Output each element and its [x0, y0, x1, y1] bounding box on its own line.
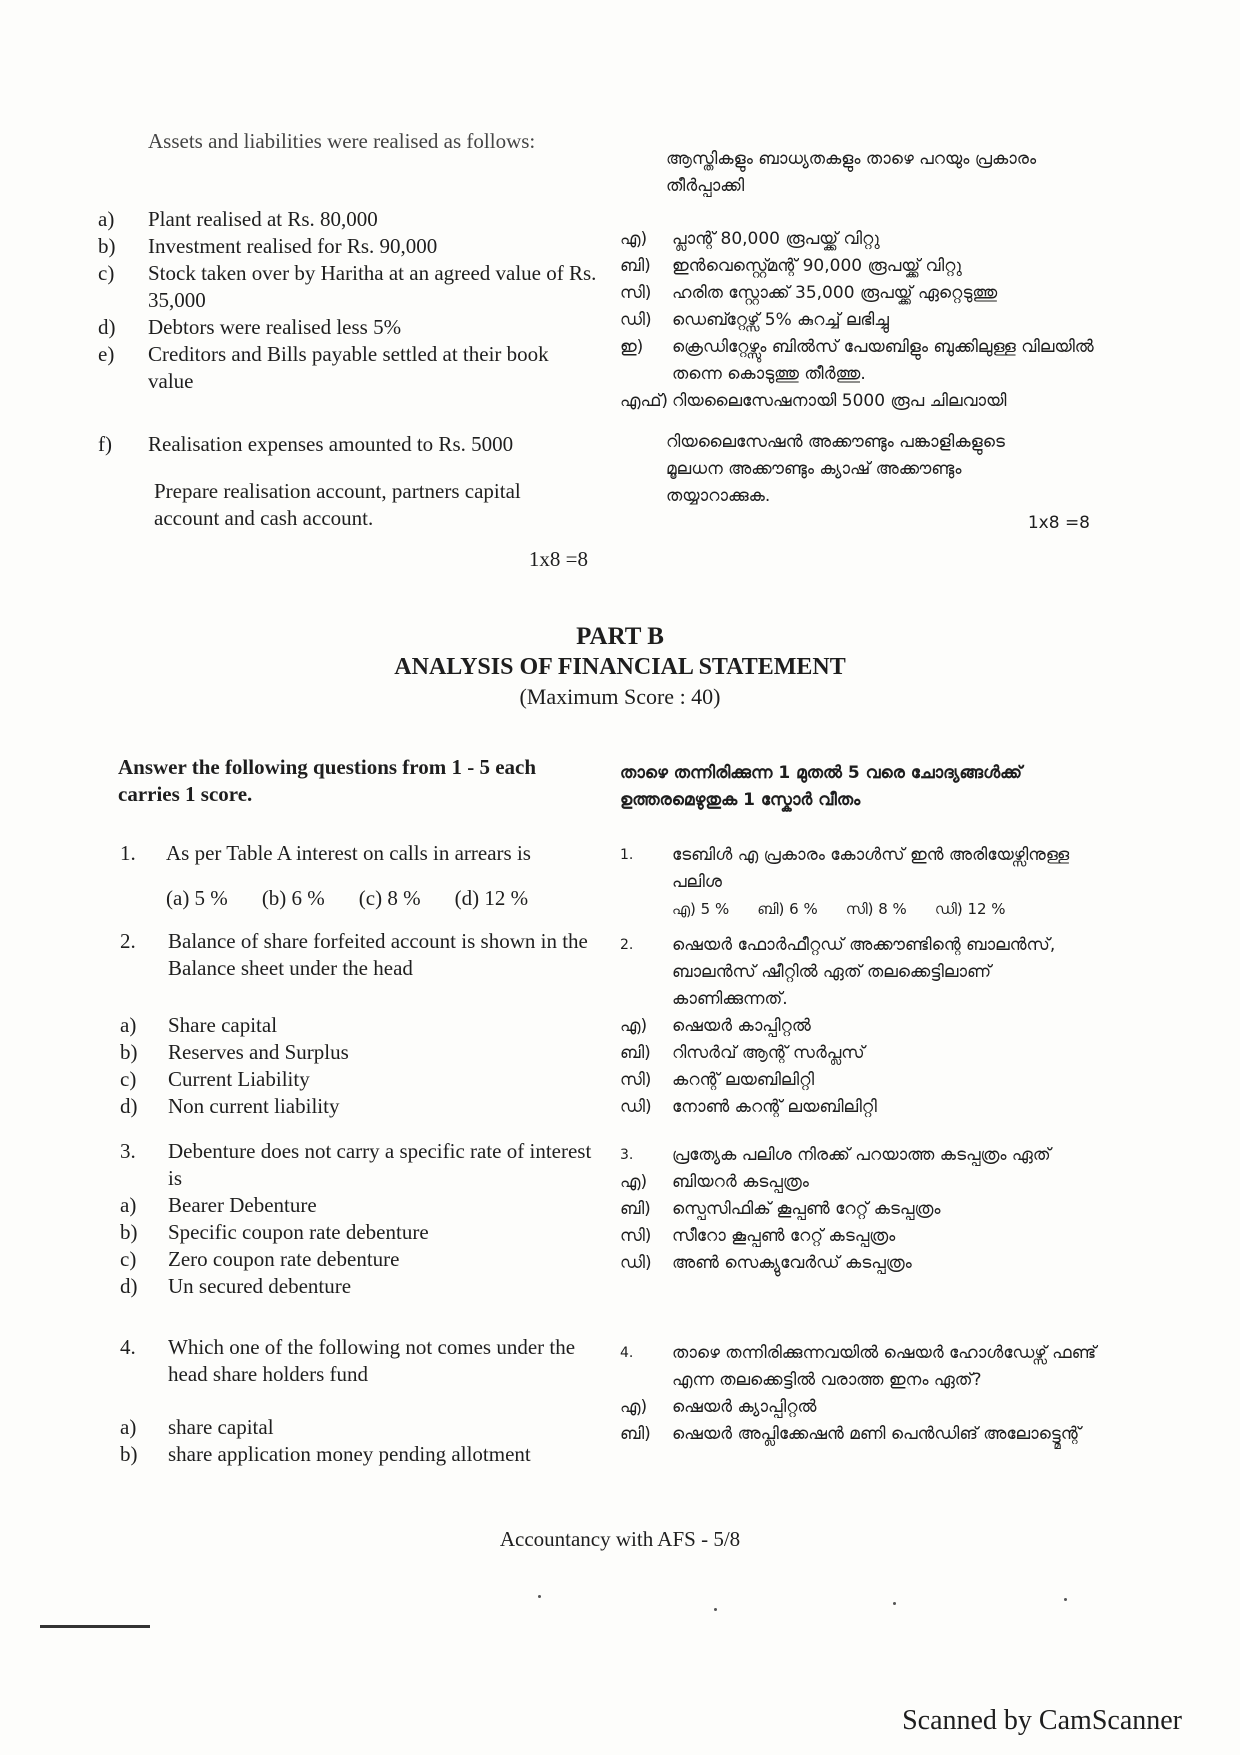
question-number: 1. — [620, 847, 634, 863]
question-stem — [120, 1138, 600, 1192]
part-subtitle: ANALYSIS OF FINANCIAL STATEMENT — [394, 654, 846, 680]
score-label-ml: 1x8 =8 — [1027, 513, 1090, 533]
list-item — [98, 431, 598, 458]
item-text: ഇൻവെസ്റ്റ്മെന്റ് 90,000 രൂപയ്ക്ക് വിറ്റു — [672, 256, 962, 276]
list-item — [620, 1196, 1100, 1223]
item-label: d) — [98, 315, 116, 339]
item-label: f) — [98, 432, 112, 456]
list-item — [620, 1169, 1100, 1196]
option-text: Reserves and Surplus — [168, 1040, 349, 1064]
list-item — [620, 334, 1100, 388]
question-number: 4. — [120, 1335, 136, 1359]
option-label: c) — [120, 1247, 137, 1271]
question-number: 4. — [620, 1345, 634, 1361]
instruction-text-ml: റിയലൈസേഷൻ അക്കൗണ്ടും പങ്കാളികളുടെ മൂലധന അക്കൗണ്ടും ക്യാഷ് അക്കൗണ്ടും തയ്യാറാക്കുക. — [666, 432, 1005, 506]
list-item — [620, 307, 1100, 334]
item-text: റിയലൈസേഷനായി 5000 രൂപ ചിലവായി — [672, 391, 1007, 411]
list-item — [620, 253, 1100, 280]
item-text: ഡെബ്റ്റേഴ്സ് 5% കുറച്ച് ലഭിച്ചു — [672, 310, 889, 330]
list-item — [98, 233, 598, 260]
option-b: ബി) 6 % — [757, 900, 818, 918]
list-item — [620, 1223, 1100, 1250]
list-item — [120, 1066, 600, 1093]
option-label: a) — [120, 1193, 137, 1217]
options-list — [120, 1012, 600, 1120]
top-section-english — [98, 128, 598, 155]
options-list — [620, 1013, 1100, 1121]
option-label: b) — [120, 1040, 138, 1064]
list-item — [120, 1192, 600, 1219]
question-1-english — [120, 840, 600, 912]
list-item — [620, 1040, 1100, 1067]
option-label: സി) — [620, 1070, 652, 1090]
question-text: ടേബിൾ എ പ്രകാരം കോൾസ് ഇൻ അരിയേഴ്സിനുള്ള പലിശ — [672, 845, 1070, 892]
option-text: സീറോ കൂപ്പൺ റേറ്റ് കടപ്പത്രം — [672, 1226, 896, 1246]
item-label: ഡി) — [620, 310, 652, 330]
question-number: 2. — [120, 929, 136, 953]
top-section-malayalam — [620, 146, 1100, 200]
list-item — [120, 1441, 600, 1468]
question-number: 1. — [120, 841, 136, 865]
option-text: സ്പെസിഫിക് കൂപ്പൺ റേറ്റ് കടപ്പത്രം — [672, 1199, 941, 1219]
option-d: ഡി) 12 % — [934, 900, 1006, 918]
question-number: 3. — [620, 1147, 634, 1163]
question-number: 3. — [120, 1139, 136, 1163]
option-label: എ) — [620, 1397, 648, 1417]
page-footer: Accountancy with AFS - 5/8 — [499, 1527, 741, 1551]
list-item — [620, 226, 1100, 253]
part-b-header — [0, 622, 1240, 712]
option-text: Un secured debenture — [168, 1274, 352, 1298]
score-label: 1x8 =8 — [528, 547, 588, 571]
question-text: As per Table A interest on calls in arrears is — [166, 841, 531, 865]
option-label: c) — [120, 1067, 137, 1091]
list-item — [620, 1094, 1100, 1121]
options-list — [120, 1192, 600, 1300]
list-item — [620, 1250, 1100, 1277]
option-c: (c) 8 % — [358, 886, 421, 910]
option-label: a) — [120, 1415, 137, 1439]
item-text: Debtors were realised less 5% — [148, 315, 402, 339]
list-item — [620, 1013, 1100, 1040]
question-number: 2. — [620, 937, 634, 953]
options-list — [120, 1414, 600, 1468]
part-title: PART B — [576, 623, 664, 650]
question-2-malayalam — [620, 932, 1100, 1121]
list-item — [620, 1421, 1100, 1448]
item-text: ക്രെഡിറ്റേഴ്സും ബിൽസ് പേയബിളും ബുക്കിലുള്ള വിലയിൽ തന്നെ കൊടുത്തു തീർത്തു. — [672, 337, 1094, 384]
option-label: സി) — [620, 1226, 652, 1246]
item-label: ബി) — [620, 256, 651, 276]
option-label: a) — [120, 1013, 137, 1037]
option-text: Current Liability — [168, 1067, 310, 1091]
options-row — [120, 885, 600, 912]
scan-edge-line — [40, 1625, 150, 1628]
option-a: (a) 5 % — [166, 886, 228, 910]
item-text: പ്ലാന്റ് 80,000 രൂപയ്ക്ക് വിറ്റു — [672, 229, 880, 249]
intro-text: Assets and liabilities were realised as follows: — [148, 129, 536, 153]
option-text: share capital — [168, 1415, 274, 1439]
question-2-english — [120, 928, 600, 1120]
option-d: (d) 12 % — [454, 886, 529, 910]
question-3-malayalam — [620, 1142, 1100, 1277]
item-label: a) — [98, 207, 115, 231]
question-3-english — [120, 1138, 600, 1300]
list-item — [120, 1273, 600, 1300]
realisation-items-english — [98, 206, 598, 573]
option-text: കറന്റ് ലയബിലിറ്റി — [672, 1070, 815, 1090]
question-4-english — [120, 1334, 600, 1468]
option-text: Share capital — [168, 1013, 278, 1037]
item-text: ഹരിത സ്റ്റോക്ക് 35,000 രൂപയ്ക്ക് ഏറ്റെടുത്തു — [672, 283, 998, 303]
list-item — [120, 1039, 600, 1066]
list-item — [98, 314, 598, 341]
option-label: ബി) — [620, 1424, 651, 1444]
list-item — [120, 1219, 600, 1246]
option-label: എ) — [620, 1172, 648, 1192]
option-a: എ) 5 % — [672, 900, 730, 918]
item-label: എഫ്) — [620, 391, 669, 411]
options-list — [620, 1394, 1100, 1448]
realisation-items-malayalam — [620, 226, 1100, 537]
option-text: Bearer Debenture — [168, 1193, 317, 1217]
list-item — [620, 388, 1100, 415]
option-text: Zero coupon rate debenture — [168, 1247, 400, 1271]
option-text: ഷെയർ ക്യാപ്പിറ്റൽ — [672, 1397, 817, 1417]
option-label: b) — [120, 1220, 138, 1244]
option-text: റിസർവ് ആന്റ് സർപ്ലസ് — [672, 1043, 865, 1063]
list-item — [98, 260, 598, 314]
options-list — [620, 1169, 1100, 1277]
list-item — [620, 280, 1100, 307]
list-item — [120, 1093, 600, 1120]
item-text: Realisation expenses amounted to Rs. 5000 — [148, 432, 514, 456]
option-label: ഡി) — [620, 1097, 652, 1117]
scan-speck — [714, 1608, 717, 1611]
list-item — [620, 1394, 1100, 1421]
list-item — [98, 206, 598, 233]
item-label: ഇ) — [620, 337, 644, 357]
list-item — [120, 1246, 600, 1273]
max-score: (Maximum Score : 40) — [519, 684, 721, 709]
instruction-english: Answer the following questions from 1 - 5 each carries 1 score. — [118, 755, 537, 806]
list-item — [120, 1012, 600, 1039]
question-stem — [620, 1142, 1100, 1169]
option-label: d) — [120, 1094, 138, 1118]
item-label: സി) — [620, 283, 652, 303]
question-text: പ്രത്യേക പലിശ നിരക്ക് പറയാത്ത കടപ്പത്രം ഏത് — [672, 1145, 1051, 1165]
option-label: ഡി) — [620, 1253, 652, 1273]
question-stem — [120, 928, 600, 982]
option-text: share application money pending allotment — [168, 1442, 531, 1466]
options-row — [620, 896, 1100, 923]
option-label: എ) — [620, 1016, 648, 1036]
list-item — [620, 1067, 1100, 1094]
option-c: സി) 8 % — [845, 900, 907, 918]
scan-speck — [538, 1595, 541, 1598]
option-text: ബിയറർ കടപ്പത്രം — [672, 1172, 809, 1192]
option-b: (b) 6 % — [261, 886, 325, 910]
item-text: Stock taken over by Haritha at an agreed value of Rs. 35,000 — [148, 261, 597, 312]
item-text: Creditors and Bills payable settled at their book value — [148, 342, 549, 393]
question-text: ഷെയർ ഫോർഫീറ്റഡ് അക്കൗണ്ടിന്റെ ബാലൻസ്, ബാലൻസ് ഷീറ്റിൽ ഏത് തലക്കെട്ടിലാണ് കാണിക്കുന്നത്. — [672, 935, 1056, 1009]
list-item — [120, 1414, 600, 1441]
intro-text-ml: ആസ്തികളും ബാധ്യതകളും താഴെ പറയും പ്രകാരം തീർപ്പാക്കി — [666, 149, 1037, 196]
option-text: നോൺ കറന്റ് ലയബിലിറ്റി — [672, 1097, 877, 1117]
item-text: Investment realised for Rs. 90,000 — [148, 234, 438, 258]
question-text: Debenture does not carry a specific rate of interest is — [168, 1139, 592, 1190]
item-label: e) — [98, 342, 115, 366]
question-text: താഴെ തന്നിരിക്കുന്നവയിൽ ഷെയർ ഹോൾഡേഴ്സ് ഫണ്ട് എന്ന തലക്കെട്ടിൽ വരാത്ത ഇനം ഏത്? — [672, 1343, 1097, 1390]
list-item — [98, 341, 598, 395]
option-text: അൺ സെക്യുവേർഡ് കടപ്പത്രം — [672, 1253, 912, 1273]
camscanner-watermark: Scanned by CamScanner — [902, 1705, 1182, 1736]
option-text: ഷെയർ കാപ്പിറ്റൽ — [672, 1016, 811, 1036]
question-4-malayalam — [620, 1340, 1100, 1448]
option-label: ബി) — [620, 1043, 651, 1063]
scan-speck — [1064, 1598, 1067, 1601]
instruction-malayalam: താഴെ തന്നിരിക്കുന്ന 1 മുതൽ 5 വരെ ചോദ്യങ്ങൾക്ക് ഉത്തരമെഴുതുക 1 സ്കോർ വീതം — [620, 763, 1022, 810]
question-text: Balance of share forfeited account is shown in the Balance sheet under the head — [168, 929, 588, 980]
question-stem — [120, 840, 600, 867]
option-label: b) — [120, 1442, 138, 1466]
question-stem — [620, 1340, 1100, 1394]
question-1-malayalam — [620, 842, 1100, 923]
item-label: c) — [98, 261, 115, 285]
question-stem — [120, 1334, 600, 1388]
question-text: Which one of the following not comes under the head share holders fund — [168, 1335, 576, 1386]
item-text: Plant realised at Rs. 80,000 — [148, 207, 378, 231]
instruction-text: Prepare realisation account, partners capital account and cash account. — [154, 479, 521, 530]
item-label: b) — [98, 234, 116, 258]
option-label: d) — [120, 1274, 138, 1298]
scan-speck — [893, 1602, 896, 1605]
option-text: ഷെയർ അപ്ലിക്കേഷൻ മണി പെൻഡിങ് അലോട്ട്മെന്റ് — [672, 1424, 1081, 1444]
question-stem — [620, 932, 1100, 1013]
option-text: Non current liability — [168, 1094, 340, 1118]
question-stem — [620, 842, 1100, 896]
option-label: ബി) — [620, 1199, 651, 1219]
item-label: എ) — [620, 229, 648, 249]
option-text: Specific coupon rate debenture — [168, 1220, 429, 1244]
